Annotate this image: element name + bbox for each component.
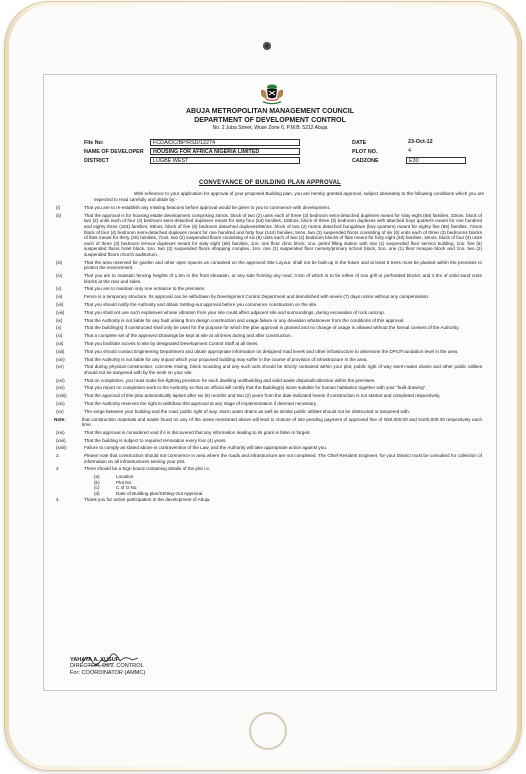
clause-item — [54, 438, 486, 444]
note-text: that construction materials and waste found on any of the areas mentioned above will lead to closure of site pending payment of approved fine of N50,000.00 and N100,000.00 respectively each time. — [82, 416, 482, 428]
clause-number: (ix) — [56, 317, 63, 323]
clause-item — [54, 393, 486, 399]
clause-text: That this approval is considered void if it is discovered that any information leading to its grant is false or forged. — [84, 429, 311, 435]
file-no-label: File No: — [84, 140, 104, 146]
clause-number: 4. — [56, 496, 60, 502]
clause-number: (xiv) — [56, 356, 65, 362]
clause-number: (xxiii) — [56, 445, 67, 451]
developer-label: NAME OF DEVELOPER — [84, 149, 144, 155]
clause-number: (vi) — [56, 294, 63, 300]
clause-item — [54, 273, 486, 284]
clause-item — [54, 213, 486, 258]
district-value: LUGBE WEST — [150, 157, 300, 164]
clause-item — [54, 302, 486, 308]
intro-paragraph: With reference to your application for approval of your proposed Building plan, you are hereby granted approval, subject absolutely to the following conditions which you are expected to read carefully and abide by:- — [94, 191, 484, 202]
conditions-list — [54, 205, 486, 504]
clause-item — [54, 378, 486, 384]
signature-block — [70, 657, 270, 676]
clause-text: Thank you for active participation in the development of Abuja. — [84, 496, 211, 502]
developer-value: HOUSING FOR AFRICA NIGERIA LIMITED — [150, 148, 300, 155]
org-address: No. 2 Juba Street, Wuse Zone 6, P.M.B. 5212 Abuja — [212, 125, 328, 131]
clause-text: That the building is subject to required renovation every four (4) years. — [84, 437, 227, 443]
date-value: 23-Oct-12 — [408, 139, 433, 145]
clause-number: (xxi) — [56, 429, 65, 435]
file-no-value: FCDA/DC/BP/RSD/12274 — [150, 139, 300, 146]
coat-of-arms-icon — [258, 83, 286, 105]
clause-text: That you are to maintain fencing heights of 1.5m in the front elevation, or any side fronting any road, 0.5m of which is to be either of iron grill or perforated blocks; and 2.0m of solid sand crete blocks at the rear and sides. — [84, 273, 482, 284]
clause-number: (xv) — [56, 364, 64, 370]
signboard-items — [94, 474, 486, 496]
signboard-item-text: Location — [116, 474, 134, 480]
clause-text: Please note that construction should not commence in area where the roads and infrastructure are not completed. The Chief Resident Engineer, for your District must be consulted for collection of information on all infrastructures serving your plot. — [84, 453, 482, 464]
clause-number: (xviii) — [56, 393, 67, 399]
clause-item — [54, 318, 486, 324]
clause-text: That you report on completion work to the Authority so that an official will certify that the Building(s) is/are suitable for human habitation together with your "built drawing". — [84, 385, 427, 391]
subject-heading: CONVEYANCE OF BUILDING PLAN APPROVAL — [199, 180, 341, 186]
clause-number: (xii) — [56, 340, 64, 346]
clause-text: That a complete set of the approved Drawings be kept at site at all times during and after construction. — [84, 333, 292, 339]
dept-name: DEPARTMENT OF DEVELOPMENT CONTROL — [194, 117, 346, 124]
signatory-title: DIRECTOR, DEV. CONTROL — [70, 663, 144, 670]
clause-number: (xxii) — [56, 437, 66, 443]
clause-text: That the building(s) if constructed shall only be used for the purpose for which the plan approval is granted and no change of usage is allowed without the formal consent of the Authority. — [84, 325, 460, 331]
plot-value: 4 — [408, 148, 411, 154]
signboard-item-text: Date of Building plan/Setting-Out Approval. — [116, 491, 204, 497]
signboard-item-text: C of O No. — [116, 485, 138, 491]
final-clause — [54, 497, 486, 503]
clause-text: That on completion, you must make fire-fighting provision for each dwelling unit/building and solid waste disposal/collection within the premises. — [84, 377, 376, 383]
org-name: ABUJA METROPOLITAN MANAGEMENT COUNCIL — [186, 108, 354, 115]
clause-text: That you are to maintain only one entrance to the premises. — [84, 286, 206, 292]
signboard-item-key: (c) — [94, 485, 100, 491]
clause-number: (iii) — [56, 259, 63, 265]
clause-item — [54, 333, 486, 339]
clause-item — [54, 310, 486, 316]
conditions-part-2 — [54, 430, 486, 472]
clause-text: That the approval is for housing estate development comprising 34nos. block of two (2) units each of three (3) bedroom semi-detached duplexes meant for sixty eight (68) families, 32nos. block of two (2) units each of four (4) bedroom semi-detached duplexes meant for sixty four (64) families, 183nos. block of three (3) bedroom duplexes with attached boys quarters meant for one hundred and eighty three (183) families, 85nos. block of five (5) bedroom detached duplexes/85nos. block of two (2) rooms detached bungalows (boy quarters) meant for eighty five (85) families, 72nos block of four (4) bedroom semi-detached duplexes meant for one hundred and forty four (144) families, 5nos. two (2) suspended floors consisting of six (6) units each of three (3) bedrooms blocks of flats meant for thirty (30) families, 7nos. two (2) suspended floors consisting of six (6) units each of two (2) bedroom blocks of flats meant for forty eight (48) families, 16nos. block of four (4) units each of three (3) bedroom terrace duplexes meant for sixty eight (68) families, 1no. one floor clinic block, 1no. petrol filling station with one (1) suspended floor service building, 1no. five (5) suspended floors hotel block, 1no. two (2) suspended floors shopping complex, 1no. one (1) suspended floor nursery/primary school block, 1no. one (1) floor mosque block and 1no. two (2) suspended floors church auditorium. — [84, 212, 482, 257]
clause-item — [54, 445, 486, 451]
note-paragraph — [54, 417, 486, 428]
clause-item — [54, 409, 486, 415]
clause-text: That you should notify the Authority and obtain Setting-out approval before you commence construction on the site. — [84, 302, 318, 308]
clause-number: (vii) — [56, 302, 64, 308]
signboard-item-key: (d) — [94, 491, 100, 497]
clause-number: (i) — [56, 205, 61, 210]
clause-number: 3 — [56, 466, 59, 472]
conditions-part-1 — [54, 205, 486, 414]
note-label: Note: — [54, 416, 66, 422]
signboard-item-key: (a) — [94, 474, 100, 480]
home-button[interactable] — [249, 712, 287, 750]
plot-label: PLOT NO. — [352, 149, 378, 155]
clause-text: That you are to re-establish any missing beacons before approval would be given to you to commence with development. — [84, 205, 331, 210]
clause-number: (x) — [56, 325, 62, 331]
clause-item — [54, 357, 486, 363]
signboard-item-text: Plot No. — [116, 479, 133, 485]
clause-item — [54, 430, 486, 436]
clause-text: That you should contact Engineering Department and obtain appropriate information on designed road levels and other infrastructure to determine the DPC/Foundation level in the area. — [84, 348, 459, 354]
clause-text: That you shall not use such explosives whose vibration from your site could affect adjacent site and surroundings, during excavation of rock outcrop. — [84, 309, 385, 315]
cadzone-label: CADZONE — [352, 158, 379, 164]
clause-number: (ii) — [56, 212, 62, 218]
clause-item — [54, 205, 486, 211]
clause-number: (iv) — [56, 273, 63, 279]
clause-number: (v) — [56, 286, 62, 292]
clause-item — [54, 453, 486, 464]
clause-text: That during physical construction, concrete mixing, block moulding and any such acts should be strictly contained within your plot, public right of way storm-water drains and other public utilities should not be tampered with by the work on your site. — [84, 364, 482, 375]
clause-text: That the Authority reserves the right to withdraw this approval at any stage of implementation if deemed necessary. — [84, 401, 318, 406]
clause-item — [54, 294, 486, 300]
clause-item — [54, 385, 486, 391]
clause-number: (xi) — [56, 333, 63, 339]
document-screen — [43, 74, 497, 691]
clause-number: (xiii) — [56, 348, 65, 354]
clause-text: That the Authority is not liable for any impact which your proposed building may suffer in the course of provision of infrastructure in the area. — [84, 356, 368, 362]
clause-item — [54, 341, 486, 347]
clause-text: Failure to comply as stated above is contravention of the Law, and the Authority will take appropriate action against you. — [84, 445, 328, 451]
clause-item — [54, 260, 486, 271]
letterhead — [54, 107, 486, 132]
clause-number: (xvi) — [56, 385, 65, 391]
signatory-for: For: COORDINATOR (AMMC) — [70, 669, 146, 676]
tablet-frame — [5, 2, 521, 770]
clause-item — [54, 466, 486, 472]
date-label: DATE — [352, 140, 367, 146]
clause-text: Fence is a temporary structure. Its approval can be withdrawn by Development Control Department and demolished with seven (7) days notice without any compensation. — [84, 294, 430, 300]
district-label: DISTRICT — [84, 158, 109, 164]
clause-text: There should be a Sign board containing details of the plot i.e. — [84, 466, 211, 472]
clause-text: The verge between your building and the road, public right of way, storm water drains as well as similar public utilities should not be obstructed or tampered with. — [84, 408, 410, 414]
clause-number: (xvi) — [56, 377, 65, 383]
clause-item — [54, 364, 486, 375]
signboard-item-key: (b) — [94, 479, 100, 485]
clause-number: (xx) — [56, 408, 64, 414]
clause-text: That the Authority is not liable for any fault arising from design construction and usage failure or any deviation whatsoever from the conditions of this approval. — [84, 317, 405, 323]
cadzone-value: E30 — [406, 157, 466, 164]
clause-item — [54, 401, 486, 407]
clause-text: That the approval of this plan automatically lapses after six (6) months and two (2) years from the date indicated herein if construction is not started and completed respectively. — [84, 393, 441, 399]
clause-number: (xix) — [56, 401, 65, 406]
signatory-name: YAHAYA A. YUSUF — [70, 657, 120, 663]
clause-text: That the area reserved for garden and other open spaces as contained on the approved Site Layout, shall not be built-up in the future and at least 5 trees must be planted within the premises to protect the environment. — [84, 259, 482, 271]
clause-text: That you facilitate access to site by designated Development Control Staff at all times. — [84, 340, 259, 346]
clause-number: 2. — [56, 453, 60, 459]
camera-icon — [263, 42, 271, 50]
clause-item — [54, 286, 486, 292]
clause-item — [54, 325, 486, 331]
clause-number: (viii) — [56, 309, 65, 315]
clause-item — [54, 349, 486, 355]
